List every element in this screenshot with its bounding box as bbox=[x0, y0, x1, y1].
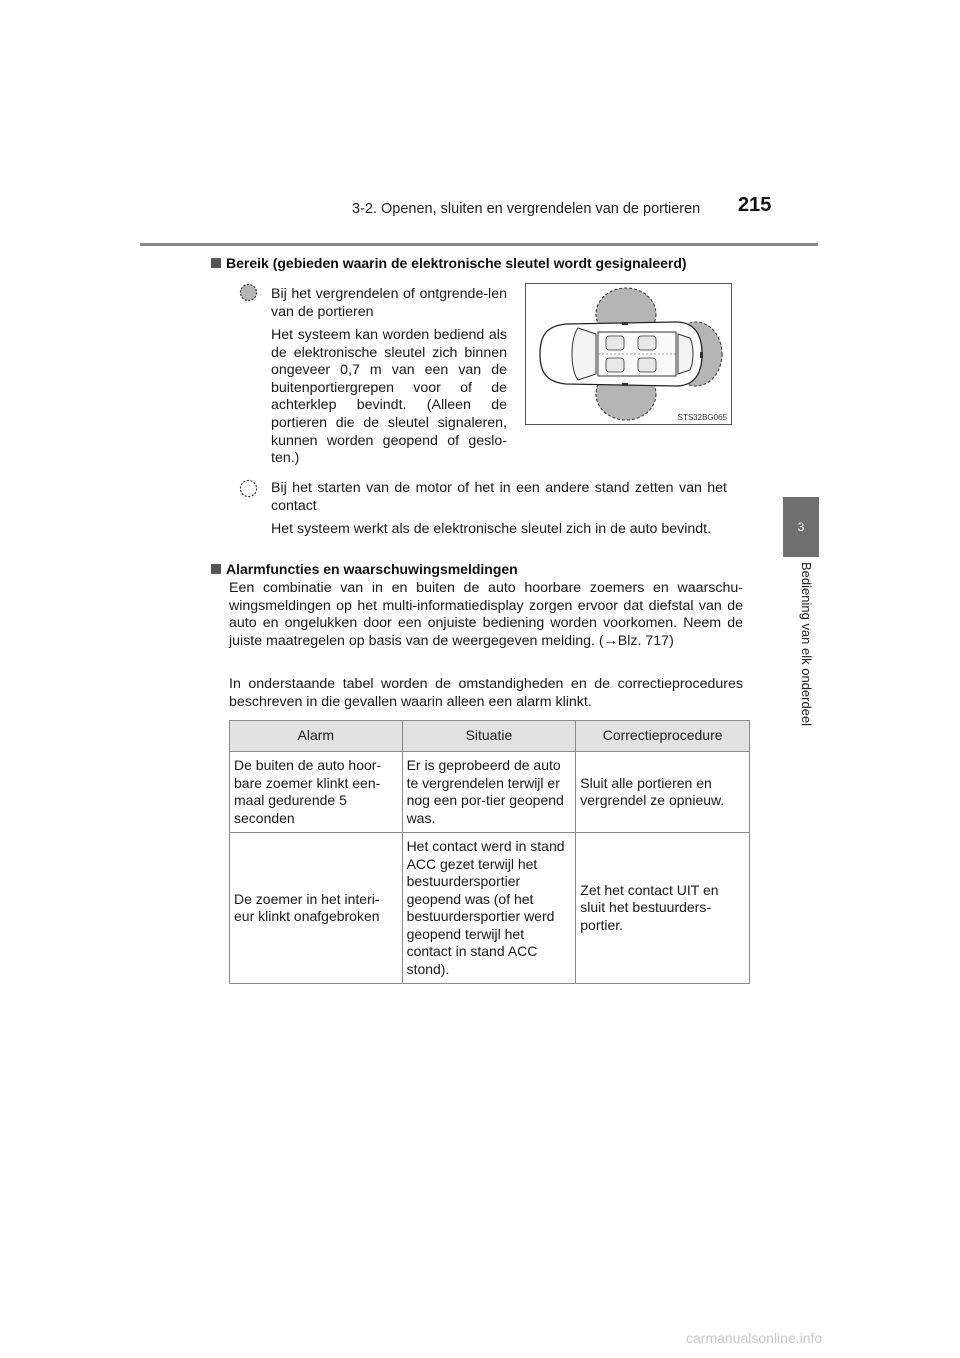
section-heading-alarm bbox=[211, 561, 518, 577]
column-header: Correctieprocedure bbox=[576, 721, 750, 752]
alarm-table-intro: In onderstaande tabel worden de omstandigheden en de correctieprocedures beschreven in die gevallen waarin alleen een alarm klinkt. bbox=[229, 676, 743, 710]
item1-body: Het systeem kan worden bediend als de elektronische sleutel zich binnen ongeveer 0,7 m van een van de buitenportiergrepen voor of de achterklep bevindt. (Alleen de portieren die de sleutel signaleren, kunnen worden geopend of geslo-ten.) bbox=[271, 327, 507, 467]
table-cell: Zet het contact UIT en sluit het bestuurders-portier. bbox=[576, 833, 750, 984]
table-header-row bbox=[230, 721, 750, 752]
car-top-view-illustration bbox=[526, 284, 731, 424]
section-heading-text: Alarmfuncties en waarschuwingsmeldingen bbox=[226, 561, 518, 577]
watermark: carmanualsonline.info bbox=[686, 1330, 823, 1346]
alarm-intro-paragraph: Een combinatie van in en buiten de auto hoorbare zoemers en waarschu-wingsmeldingen op het multi-informatiedisplay zorgen ervoor dat diefstal van de auto en ongelukken door een onjuiste bediening worden voorkomen. Neem de juiste maatregelen op basis van de weergegeven melding. (→Blz. 717) bbox=[229, 580, 743, 649]
header-divider bbox=[140, 243, 818, 246]
column-header: Situatie bbox=[402, 721, 576, 752]
table-cell: De buiten de auto hoor-bare zoemer klinkt een-maal gedurende 5 seconden bbox=[230, 752, 403, 833]
square-bullet-icon bbox=[211, 258, 221, 268]
column-header: Alarm bbox=[230, 721, 403, 752]
table-row bbox=[230, 752, 750, 833]
alarm-table bbox=[229, 720, 750, 984]
chapter-number: 3 bbox=[797, 520, 805, 534]
item1-title: Bij het vergrendelen of ontgrende-len van de portieren bbox=[271, 286, 507, 320]
square-bullet-icon bbox=[211, 564, 221, 574]
chapter-tab bbox=[783, 497, 819, 557]
table-cell: Er is geprobeerd de auto te vergrendelen terwijl er nog een por-tier geopend was. bbox=[402, 752, 576, 833]
zone-door-icon bbox=[239, 283, 258, 302]
item2-body: Het systeem werkt als de elektronische sleutel zich in de auto bevindt. bbox=[271, 521, 712, 537]
page-number: 215 bbox=[738, 194, 772, 216]
chapter-side-label: Bediening van elk onderdeel bbox=[799, 562, 814, 727]
diagram-code: STS32BG065 bbox=[677, 413, 727, 422]
section-heading-range bbox=[211, 255, 687, 271]
table-cell: Het contact werd in stand ACC gezet terwijl het bestuurdersportier geopend was (of het bestuurdersportier werd geopend terwijl het contact in stand ACC stond). bbox=[402, 833, 576, 984]
table-cell: Sluit alle portieren en vergrendel ze opnieuw. bbox=[576, 752, 750, 833]
section-heading-text: Bereik (gebieden waarin de elektronische sleutel wordt gesignaleerd) bbox=[226, 255, 687, 271]
detection-range-diagram bbox=[525, 283, 732, 425]
zone-interior-icon bbox=[239, 479, 258, 498]
table-row bbox=[230, 833, 750, 984]
item2-title: Bij het starten van de motor of het in een andere stand zetten van het contact bbox=[271, 480, 727, 514]
table-cell: De zoemer in het interi-eur klinkt onafgebroken bbox=[230, 833, 403, 984]
section-title: 3-2. Openen, sluiten en vergrendelen van de portieren bbox=[352, 201, 701, 217]
